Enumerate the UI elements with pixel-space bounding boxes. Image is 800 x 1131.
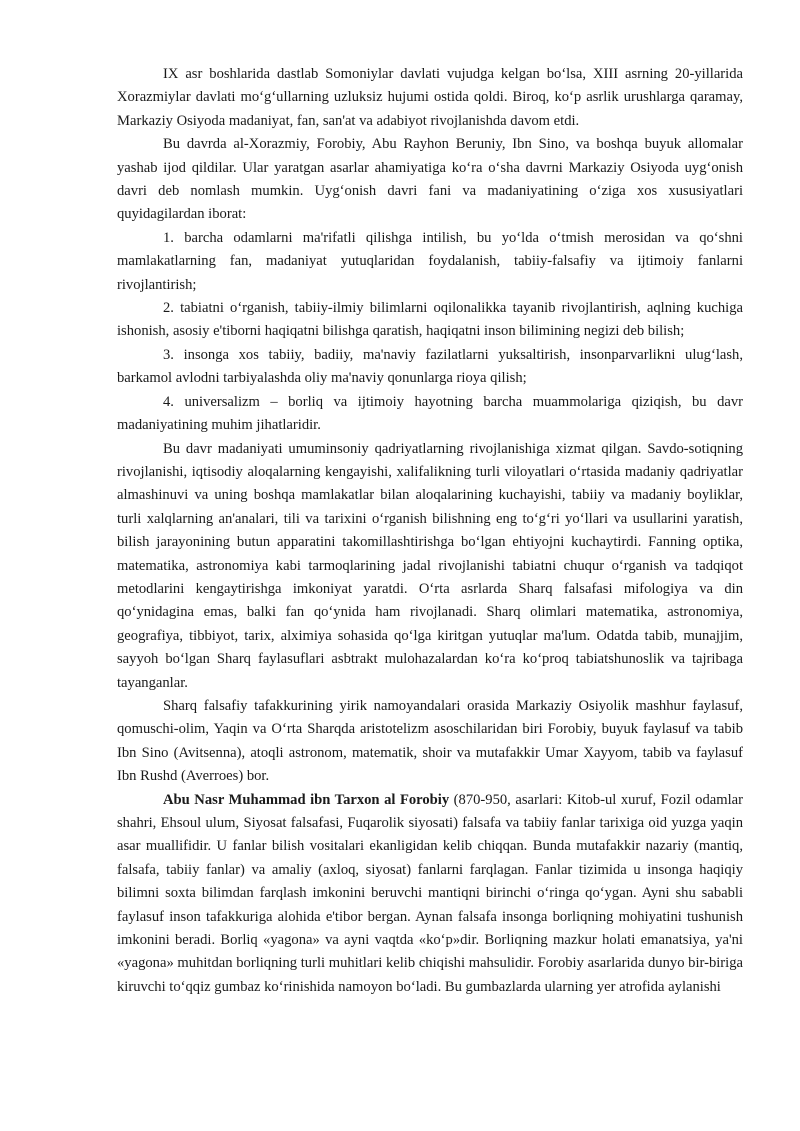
paragraph-2: Bu davrda al-Xorazmiy, Forobiy, Abu Rayhon Beruniy, Ibn Sino, va boshqa buyuk allomalar yashab ijod qildilar. Ular yaratgan asarlar ahamiyatiga ko‘ra o‘sha davrni Markaziy Osiyoda uyg‘onish davri deb nomlash mumkin. Uyg‘onish davri fani va madaniyatining o‘ziga xos xususiyatlari quyidagilardan iborat:: [117, 136, 743, 223]
list-item-4: 4. universalizm – borliq va ijtimoiy hayotning barcha muammolariga qiziqish, bu davr madaniyatining muhim jihatlaridir.: [117, 393, 743, 434]
list-item-1: 1. barcha odamlarni ma'rifatli qilishga intilish, bu yo‘lda o‘tmish merosidan va qo‘shni mamlakatlarning fan, madaniyat yutuqlaridan foydalanish, tabiiy-falsafiy va ijtimoiy fanlarni rivojlantirish;: [117, 229, 743, 293]
paragraph-5-text: (870-950, asarlari: Kitob-ul xuruf, Fozil odamlar shahri, Ehsoul ulum, Siyosat falsafasi, Fuqarolik siyosati) falsafa va tabiiy fanlar tarixiga oid yuzga yaqin asar muallifidir. U fanlar bilish vositalari ekanligidan kelib chiqqan. Bunda mutafakkir nazariy (mantiq, falsafa, tabiiy fanlar) va amaliy (axloq, siyosat) fanlarni farqlagan. Fanlar tizimida u insonga haqiqiy bilimni soxta bilimdan farqlash imkonini beruvchi mantiqni birinchi o‘ringa qo‘ygan. Ayni shu sababli faylasuf inson tafakkuriga alohida e'tibor bergan. Aynan falsafa insonga borliqning mohiyatini tushunish imkonini beradi. Borliq «yagona» va ayni vaqtda «ko‘p»dir. Borliqning mazkur holati emanatsiya, ya'ni «yagona» muhitdan borliqning turli muhitlari kelib chiqishi mahsulidir. Forobiy asarlarida dunyo bir-biriga kiruvchi to‘qqiz gumbaz ko‘rinishida namoyon bo‘ladi. Bu gumbazlarda ularning yer atrofida aylanishi: [117, 791, 743, 995]
paragraph-4: Sharq falsafiy tafakkurining yirik namoyandalari orasida Markaziy Osiyolik mashhur faylasuf, qomuschi-olim, Yaqin va O‘rta Sharqda aristotelizm asoschilaridan biri Forobiy, buyuk faylasuf va tabib Ibn Sino (Avitsenna), atoqli astronom, matematik, shoir va mutafakkir Umar Xayyom, tabib va faylasuf Ibn Rushd (Averroes) bor.: [117, 697, 743, 785]
paragraph-3: Bu davr madaniyati umuminsoniy qadriyatlarning rivojlanishiga xizmat qilgan. Savdo-sotiqning rivojlanishi, iqtisodiy aloqalarning kengayishi, xalifalikning turli viloyatlari o‘rtasida madaniy qadriyatlar almashinuvi va uning boshqa mamlakatlar bilan aloqalarining kuchayishi, tabiiy va madaniy boyliklar, turli xalqlarning an'analari, tili va tarixini o‘rganish bilishning eng to‘g‘ri yo‘llari va usullarini yaratish, bilish jarayonining butun apparatini takomillashtirishga bo‘lgan ehtiyojni kuchaytirdi. Fanning optika, matematika, astronomiya kabi tarmoqlarining jadal rivojlanishi tabiatni chuqur o‘rganish va tadqiqot metodlarini kengaytirishga imkoniyat yaratdi. O‘rta asrlarda Sharq falsafasi mifologiya va din qo‘ynidagina emas, balki fan qo‘ynida ham rivojlanadi. Sharq olimlari matematika, astronomiya, geografiya, tibbiyot, tarix, alximiya sohasida qo‘lga kiritgan yutuqlar ma'lum. Odatda tabib, munajjim, sayyoh bo‘lgan Sharq faylasuflari asbtrakt mulohazalardan ko‘ra ko‘proq tabiatshunoslik va tajribaga tayanganlar.: [117, 440, 743, 691]
forobiy-name: Abu Nasr Muhammad ibn Tarxon al Forobiy: [163, 791, 450, 808]
paragraph-1: IX asr boshlarida dastlab Somoniylar davlati vujudga kelgan bo‘lsa, XIII asrning 20-yillarida Xorazmiylar davlati mo‘g‘ullarning uzluksiz hujumi ostida qoldi. Biroq, ko‘p asrlik urushlarga qaramay, Markaziy Osiyoda madaniyat, fan, san'at va adabiyot rivojlanishda davom etdi.: [117, 66, 743, 129]
paragraph-5: [117, 789, 743, 1000]
document-page: [117, 63, 743, 999]
list-item-2: 2. tabiatni o‘rganish, tabiiy-ilmiy bilimlarni oqilonalikka tayanib rivojlantirish, aqlning kuchiga ishonish, asosiy e'tiborni haqiqatni bilishga qaratish, haqiqatni inson bilimining negizi deb bilish;: [117, 300, 743, 340]
list-item-3: 3. insonga xos tabiiy, badiiy, ma'naviy fazilatlarni yuksaltirish, insonparvarlikni ulug‘lash, barkamol avlodni tarbiyalashda oliy ma'naviy qonunlarga rioya qilish;: [117, 346, 743, 387]
